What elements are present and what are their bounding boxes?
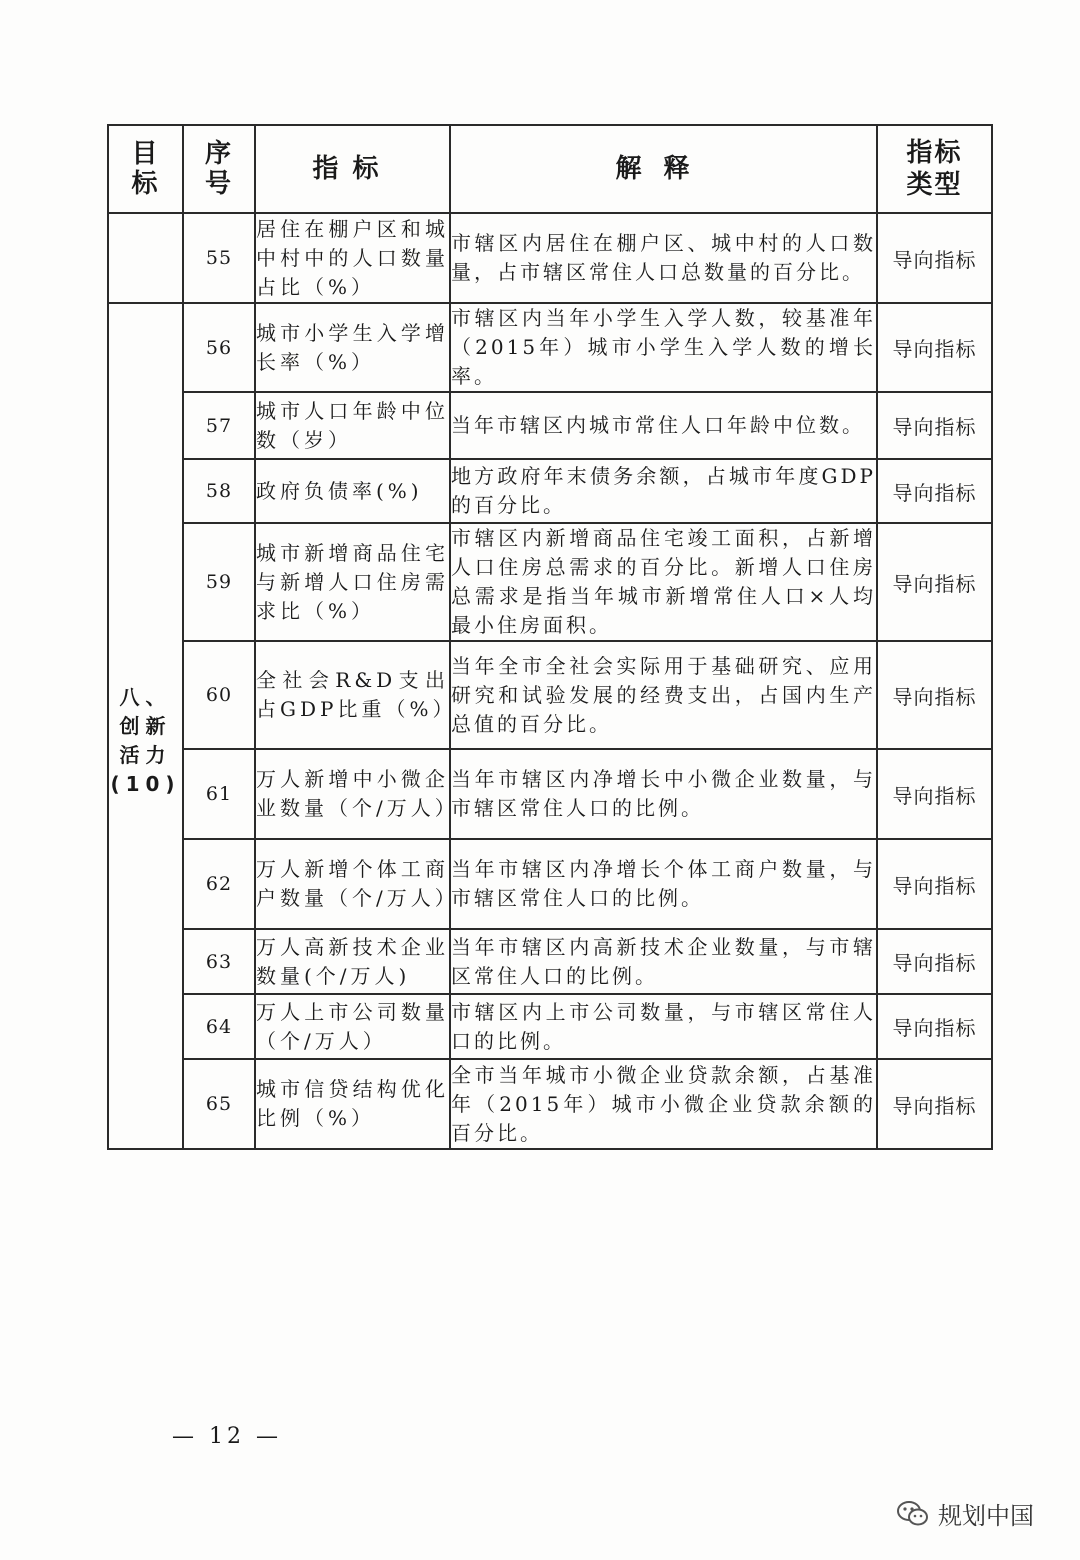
row-number: 55: [183, 213, 255, 303]
header-indicator-label: 指标: [312, 154, 393, 184]
indicator-type: 导向指标: [877, 749, 992, 839]
row-number: 64: [183, 994, 255, 1059]
watermark-text: 规划中国: [938, 1502, 1034, 1530]
row-number: 62: [183, 839, 255, 929]
indicator-name: 万人新增中小微企业数量（个/万人）: [255, 749, 450, 839]
indicator-explanation: 当年市辖区内高新技术企业数量，与市辖区常住人口的比例。: [450, 929, 877, 994]
watermark: [896, 1496, 1034, 1531]
indicator-explanation: 市辖区内上市公司数量，与市辖区常住人口的比例。: [450, 994, 877, 1059]
row-number: 61: [183, 749, 255, 839]
row-number: 60: [183, 641, 255, 749]
indicator-name: 城市人口年龄中位数（岁）: [255, 392, 450, 459]
indicator-name: 万人上市公司数量（个/万人）: [255, 994, 450, 1059]
table-row: [108, 459, 992, 523]
header-number: 序号: [183, 125, 255, 213]
indicator-table: [107, 124, 993, 1150]
indicator-type: 导向指标: [877, 213, 992, 303]
indicator-type: 导向指标: [877, 523, 992, 641]
page-number: — 12 —: [172, 1424, 282, 1449]
row-number: 57: [183, 392, 255, 459]
indicator-name: 城市小学生入学增长率（%）: [255, 303, 450, 392]
indicator-explanation: 当年市辖区内净增长中小微企业数量，与市辖区常住人口的比例。: [450, 749, 877, 839]
row-number: 58: [183, 459, 255, 523]
indicator-explanation: 当年市辖区内净增长个体工商户数量，与市辖区常住人口的比例。: [450, 839, 877, 929]
header-indicator: [255, 125, 450, 213]
indicator-explanation: 市辖区内当年小学生入学人数，较基准年（2015年）城市小学生入学人数的增长率。: [450, 303, 877, 392]
header-goal: 目标: [108, 125, 183, 213]
indicator-type: 导向指标: [877, 1059, 992, 1149]
goal-cell-empty: [108, 213, 183, 303]
indicator-type: 导向指标: [877, 641, 992, 749]
table-row: [108, 929, 992, 994]
indicator-explanation: 当年市辖区内城市常住人口年龄中位数。: [450, 392, 877, 459]
header-explanation: [450, 125, 877, 213]
table-row: [108, 213, 992, 303]
indicator-name: 政府负债率(%): [255, 459, 450, 523]
table-row: [108, 641, 992, 749]
table-row: [108, 839, 992, 929]
row-number: 63: [183, 929, 255, 994]
table-row: [108, 994, 992, 1059]
table-row: [108, 523, 992, 641]
indicator-name: 城市新增商品住宅与新增人口住房需求比（%）: [255, 523, 450, 641]
indicator-type: 导向指标: [877, 994, 992, 1059]
indicator-explanation: 当年全市全社会实际用于基础研究、应用研究和试验发展的经费支出，占国内生产总值的百分比。: [450, 641, 877, 749]
indicator-type: 导向指标: [877, 392, 992, 459]
indicator-explanation: 市辖区内新增商品住宅竣工面积，占新增人口住房总需求的百分比。新增人口住房总需求是指当年城市新增常住人口×人均最小住房面积。: [450, 523, 877, 641]
indicator-type: 导向指标: [877, 839, 992, 929]
wechat-icon: [896, 1499, 930, 1529]
indicator-explanation: 全市当年城市小微企业贷款余额，占基准年（2015年）城市小微企业贷款余额的百分比。: [450, 1059, 877, 1149]
indicator-name: 全社会R&D支出占GDP比重（%）: [255, 641, 450, 749]
indicator-type: 导向指标: [877, 303, 992, 392]
row-number: 59: [183, 523, 255, 641]
table-row: [108, 392, 992, 459]
row-number: 65: [183, 1059, 255, 1149]
indicator-type: 导向指标: [877, 929, 992, 994]
header-explanation-label: 解释: [615, 154, 712, 184]
indicator-name: 城市信贷结构优化比例（%）: [255, 1059, 450, 1149]
indicator-type: 导向指标: [877, 459, 992, 523]
indicator-explanation: 市辖区内居住在棚户区、城中村的人口数量，占市辖区常住人口总数量的百分比。: [450, 213, 877, 303]
table-row: [108, 303, 992, 392]
table-row: [108, 1059, 992, 1149]
table-row: [108, 749, 992, 839]
header-type: 指标类型: [877, 125, 992, 213]
indicator-name: 居住在棚户区和城中村中的人口数量占比（%）: [255, 213, 450, 303]
indicator-name: 万人高新技术企业数量(个/万人): [255, 929, 450, 994]
goal-group-label: 八、创新活力(10): [108, 303, 183, 1149]
row-number: 56: [183, 303, 255, 392]
indicator-explanation: 地方政府年末债务余额，占城市年度GDP的百分比。: [450, 459, 877, 523]
table-header-row: [108, 125, 992, 213]
indicator-name: 万人新增个体工商户数量（个/万人）: [255, 839, 450, 929]
